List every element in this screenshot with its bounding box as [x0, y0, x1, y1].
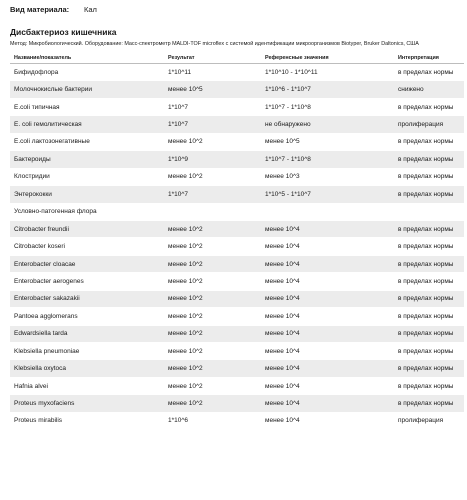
- cell-reference: менее 10^4: [261, 343, 394, 360]
- cell-result: 1*10^9: [164, 151, 261, 168]
- cell-result: 1*10^7: [164, 98, 261, 115]
- cell-reference: менее 10^3: [261, 168, 394, 185]
- cell-name: Молочнокислые бактерии: [10, 81, 164, 98]
- cell-result: менее 10^2: [164, 360, 261, 377]
- cell-name: Proteus myxofaciens: [10, 395, 164, 412]
- table-row: [10, 81, 464, 98]
- cell-result: менее 10^5: [164, 81, 261, 98]
- cell-reference: менее 10^4: [261, 325, 394, 342]
- table-row: [10, 412, 464, 429]
- cell-interpretation: в пределах нормы: [394, 133, 464, 150]
- cell-interpretation: пролиферация: [394, 412, 464, 429]
- cell-reference: 1*10^6 - 1*10^7: [261, 81, 394, 98]
- column-header-result: Результат: [164, 52, 261, 64]
- cell-name: Klebsiella pneumoniae: [10, 343, 164, 360]
- table-row: [10, 98, 464, 115]
- cell-result: 1*10^7: [164, 186, 261, 203]
- table-row: [10, 325, 464, 342]
- cell-result: менее 10^2: [164, 273, 261, 290]
- cell-reference: менее 10^4: [261, 360, 394, 377]
- cell-name: E.coli типичная: [10, 98, 164, 115]
- table-row: [10, 133, 464, 150]
- cell-result: менее 10^2: [164, 133, 261, 150]
- cell-interpretation: в пределах нормы: [394, 308, 464, 325]
- cell-reference: менее 10^4: [261, 255, 394, 272]
- method-description: Метод: Микробиологический. Оборудование: Масс-спектрометр MALDI-TOF microflex с системой идентификации микроорганизмов Biotyper, Bruker Daltonics, США: [10, 41, 419, 47]
- table-row: [10, 203, 464, 220]
- table-row: [10, 116, 464, 133]
- cell-name: E. coli гемолитическая: [10, 116, 164, 133]
- table-row: [10, 395, 464, 412]
- cell-interpretation: в пределах нормы: [394, 377, 464, 394]
- cell-interpretation: снижено: [394, 81, 464, 98]
- cell-name: Бифидофлора: [10, 64, 164, 81]
- cell-name: Edwardsiella tarda: [10, 325, 164, 342]
- cell-reference: менее 10^4: [261, 220, 394, 237]
- cell-reference: 1*10^7 - 1*10^8: [261, 151, 394, 168]
- cell-result: [164, 203, 261, 220]
- cell-name: Энтерококки: [10, 186, 164, 203]
- cell-name: Бактероиды: [10, 151, 164, 168]
- results-table: [10, 52, 464, 430]
- material-info: [10, 5, 97, 14]
- cell-reference: [261, 203, 394, 220]
- cell-name: Citrobacter freundii: [10, 220, 164, 237]
- cell-interpretation: в пределах нормы: [394, 220, 464, 237]
- cell-interpretation: в пределах нормы: [394, 255, 464, 272]
- cell-interpretation: в пределах нормы: [394, 360, 464, 377]
- table-row: [10, 151, 464, 168]
- cell-result: менее 10^2: [164, 395, 261, 412]
- table-row: [10, 360, 464, 377]
- table-row: [10, 343, 464, 360]
- cell-interpretation: в пределах нормы: [394, 64, 464, 81]
- cell-interpretation: в пределах нормы: [394, 325, 464, 342]
- cell-name: Условно-патогенная флора: [10, 203, 164, 220]
- cell-reference: менее 10^4: [261, 238, 394, 255]
- cell-reference: 1*10^5 - 1*10^7: [261, 186, 394, 203]
- cell-interpretation: в пределах нормы: [394, 395, 464, 412]
- cell-reference: менее 10^4: [261, 395, 394, 412]
- table-row: [10, 308, 464, 325]
- cell-name: Klebsiella oxytoca: [10, 360, 164, 377]
- cell-name: Клостридии: [10, 168, 164, 185]
- cell-result: менее 10^2: [164, 290, 261, 307]
- cell-name: Pantoea agglomerans: [10, 308, 164, 325]
- table-row: [10, 168, 464, 185]
- cell-result: 1*10^7: [164, 116, 261, 133]
- material-value: Кал: [84, 5, 97, 14]
- table-row: [10, 64, 464, 81]
- cell-interpretation: в пределах нормы: [394, 98, 464, 115]
- cell-reference: менее 10^4: [261, 273, 394, 290]
- cell-reference: менее 10^4: [261, 290, 394, 307]
- cell-interpretation: пролиферация: [394, 116, 464, 133]
- cell-interpretation: в пределах нормы: [394, 238, 464, 255]
- cell-result: 1*10^11: [164, 64, 261, 81]
- cell-name: Enterobacter aerogenes: [10, 273, 164, 290]
- cell-name: Enterobacter sakazakii: [10, 290, 164, 307]
- cell-result: 1*10^6: [164, 412, 261, 429]
- cell-result: менее 10^2: [164, 220, 261, 237]
- cell-result: менее 10^2: [164, 238, 261, 255]
- table-row: [10, 220, 464, 237]
- cell-reference: 1*10^7 - 1*10^8: [261, 98, 394, 115]
- table-header-row: [10, 52, 464, 64]
- material-label: Вид материала:: [10, 5, 70, 14]
- cell-result: менее 10^2: [164, 377, 261, 394]
- cell-reference: менее 10^4: [261, 412, 394, 429]
- table-row: [10, 186, 464, 203]
- cell-result: менее 10^2: [164, 325, 261, 342]
- cell-name: Enterobacter cloacae: [10, 255, 164, 272]
- table-row: [10, 238, 464, 255]
- column-header-name: Название/показатель: [10, 52, 164, 64]
- table-row: [10, 377, 464, 394]
- cell-interpretation: в пределах нормы: [394, 168, 464, 185]
- table-body: [10, 64, 464, 430]
- cell-interpretation: в пределах нормы: [394, 151, 464, 168]
- table-row: [10, 273, 464, 290]
- cell-result: менее 10^2: [164, 255, 261, 272]
- cell-reference: 1*10^10 - 1*10^11: [261, 64, 394, 81]
- cell-result: менее 10^2: [164, 343, 261, 360]
- cell-interpretation: [394, 203, 464, 220]
- cell-interpretation: в пределах нормы: [394, 273, 464, 290]
- column-header-interpretation: Интерпретация: [394, 52, 464, 64]
- cell-result: менее 10^2: [164, 168, 261, 185]
- cell-reference: менее 10^5: [261, 133, 394, 150]
- cell-name: Proteus mirabilis: [10, 412, 164, 429]
- cell-result: менее 10^2: [164, 308, 261, 325]
- cell-interpretation: в пределах нормы: [394, 290, 464, 307]
- table-row: [10, 255, 464, 272]
- cell-interpretation: в пределах нормы: [394, 186, 464, 203]
- cell-name: E.coli лактозонегативные: [10, 133, 164, 150]
- cell-reference: менее 10^4: [261, 308, 394, 325]
- column-header-reference: Референсные значения: [261, 52, 394, 64]
- cell-reference: не обнаружено: [261, 116, 394, 133]
- cell-interpretation: в пределах нормы: [394, 343, 464, 360]
- cell-name: Citrobacter koseri: [10, 238, 164, 255]
- cell-name: Hafnia alvei: [10, 377, 164, 394]
- cell-reference: менее 10^4: [261, 377, 394, 394]
- section-title: Дисбактериоз кишечника: [10, 27, 117, 37]
- table-row: [10, 290, 464, 307]
